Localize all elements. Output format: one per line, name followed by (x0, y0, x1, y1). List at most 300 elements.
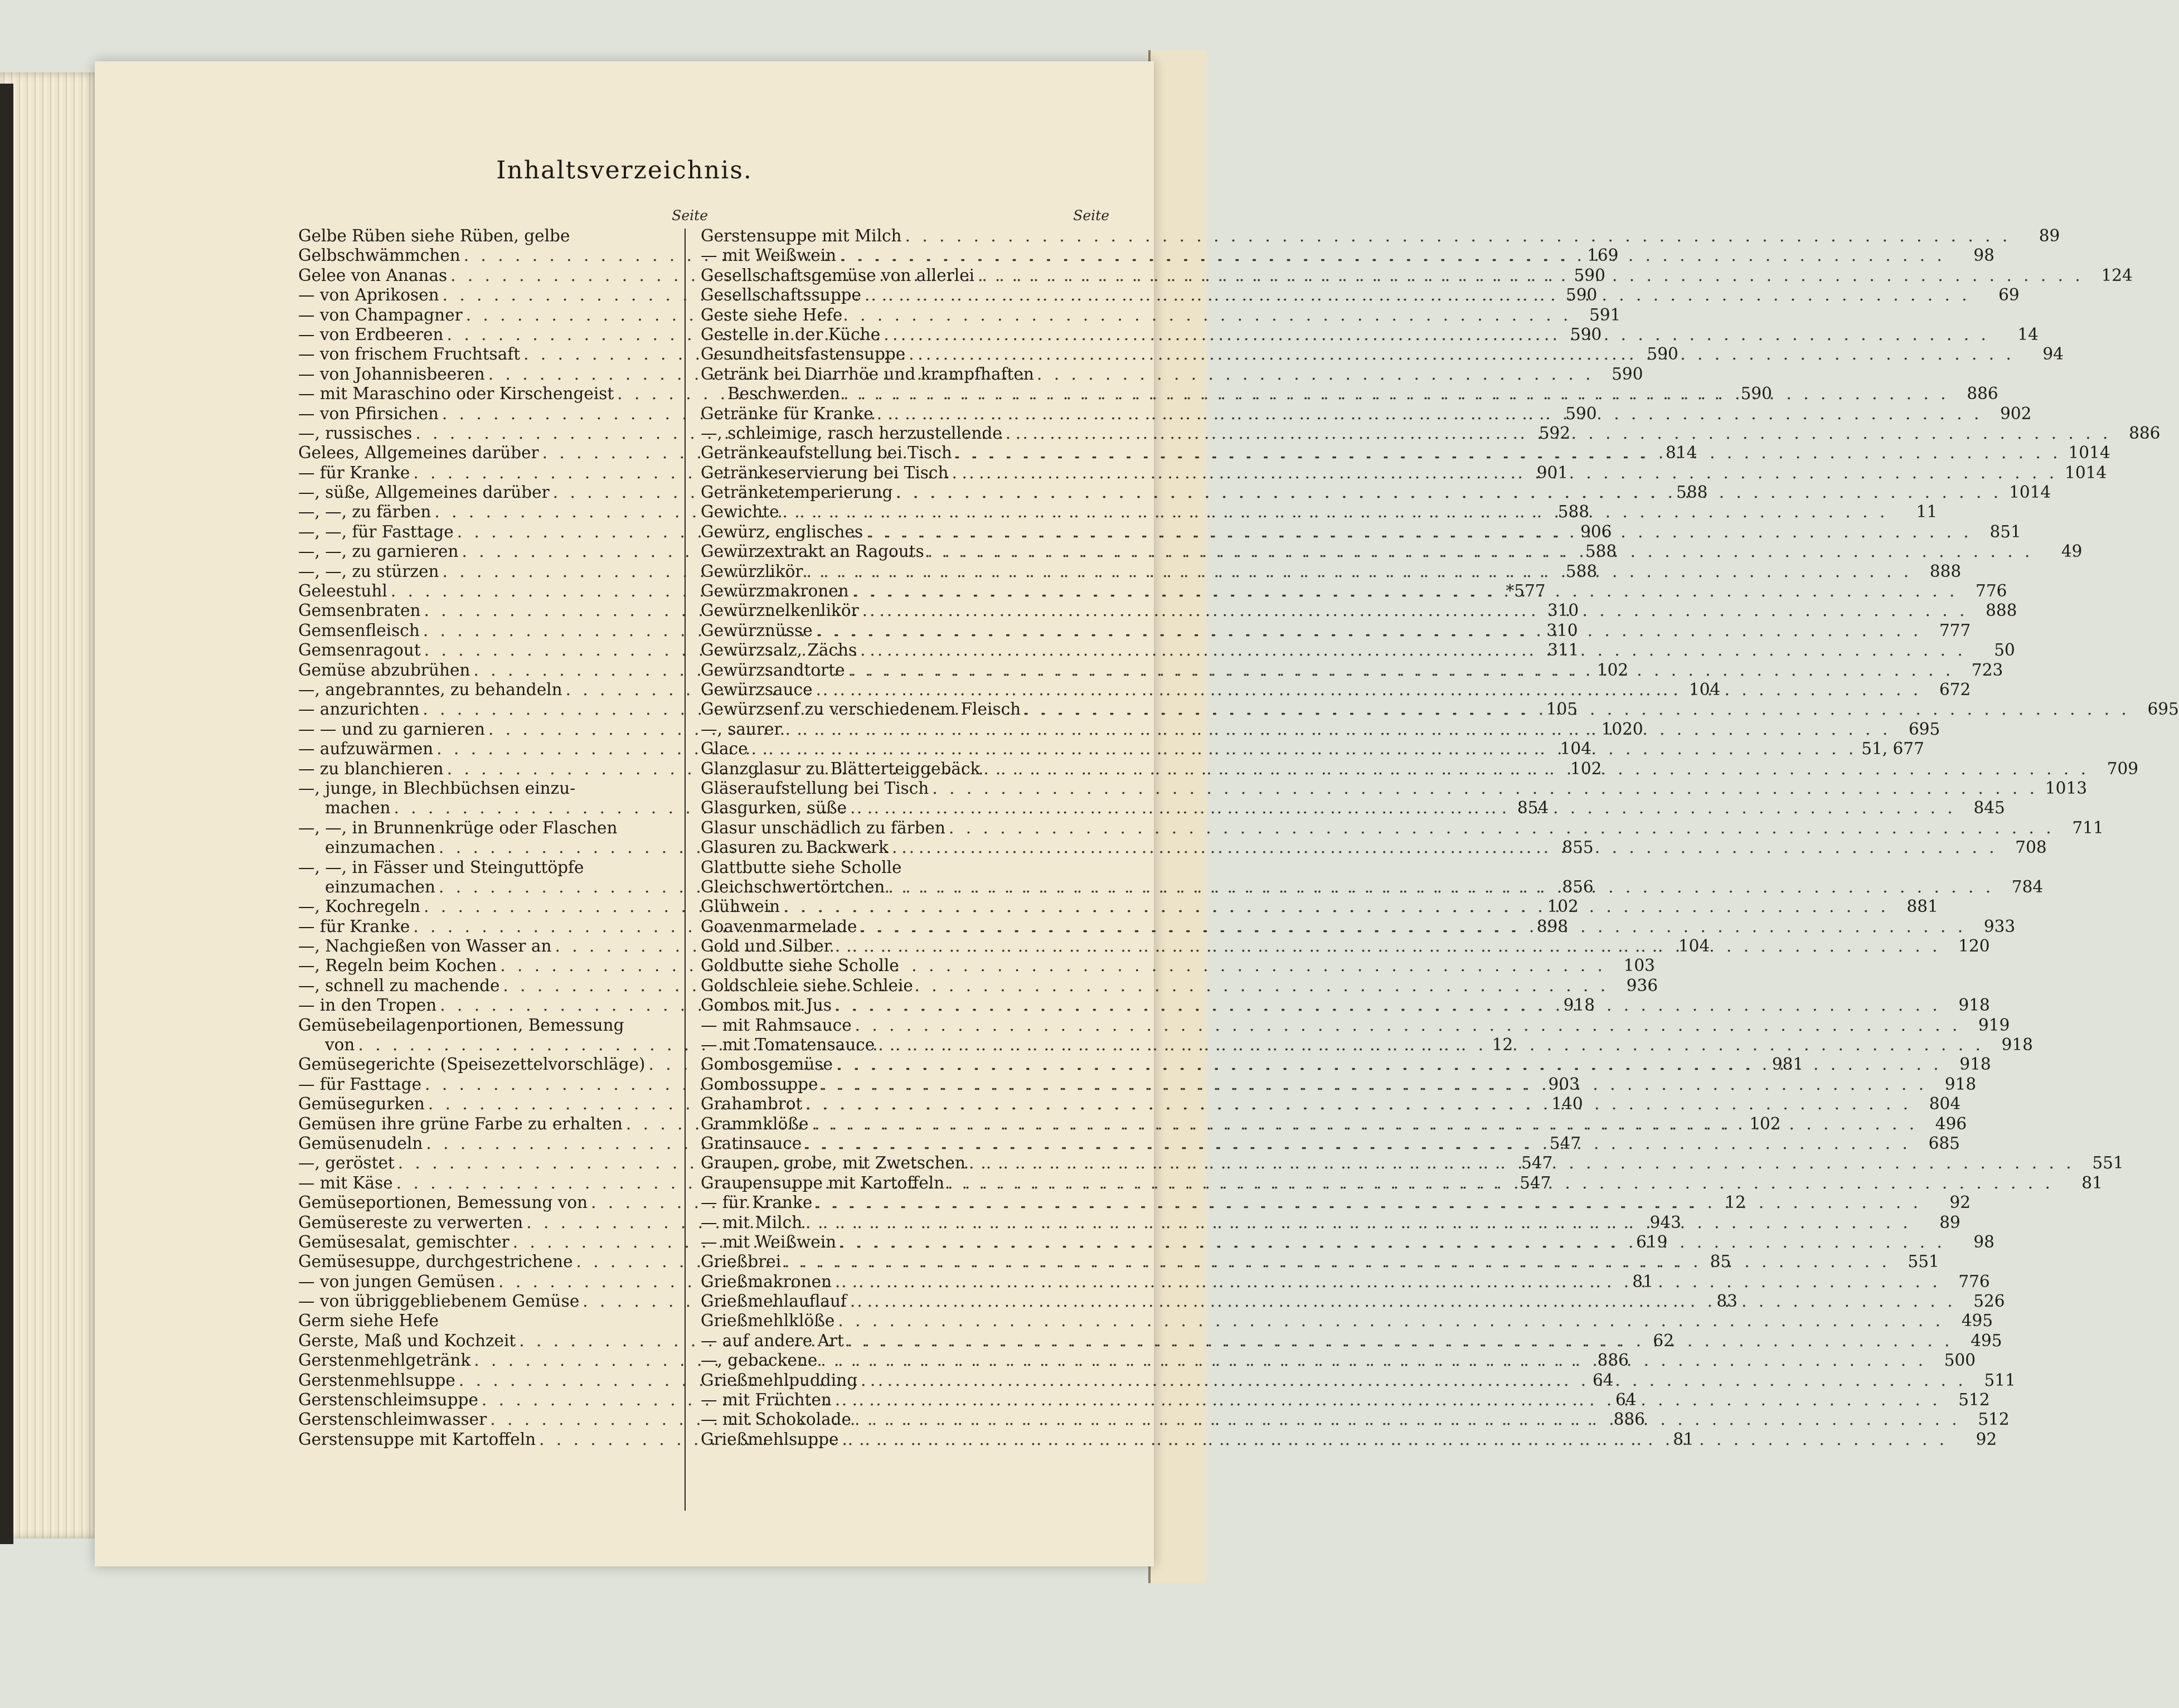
leader-dots (832, 1272, 1941, 1291)
entry-page-number: 551 (1908, 1252, 1939, 1272)
entry-text: Gewürznelkenlikör (701, 601, 859, 620)
index-entry (298, 502, 1590, 522)
leader-dots (840, 384, 1949, 403)
entry-text: Grießmehlpudding (701, 1370, 858, 1390)
leader-dots (902, 226, 2011, 245)
entry-page-number: 83 (1716, 1292, 1738, 1311)
entry-page-number: 102 (1596, 660, 1629, 680)
leader-dots (781, 1252, 1890, 1271)
entry-text: Gemüseportionen, Bemessung von (298, 1193, 588, 1212)
entry-text: Getränkeservierung bei Tisch (701, 463, 949, 482)
entry-page-number: 685 (1928, 1133, 1960, 1153)
index-entry (298, 680, 1721, 700)
entry-text: Gemüsen ihre grüne Farbe zu erhalten (298, 1114, 623, 1133)
entry-text: — für Kranke (298, 916, 410, 936)
entry-page-number: 590 (1740, 384, 1772, 404)
leader-dots (852, 1016, 1961, 1035)
entry-page-number: 1020 (1601, 719, 1643, 739)
entry-page-number: 590 (1566, 285, 1598, 305)
entry-page-number: 104 (1560, 739, 1591, 759)
leader-dots (836, 1233, 1945, 1251)
entry-text: Gerstenschleimsuppe (298, 1390, 478, 1410)
leader-dots (845, 661, 1954, 680)
leader-dots (873, 404, 1983, 423)
leader-dots (839, 1430, 1948, 1449)
leader-dots (924, 542, 2034, 561)
entry-text: — zu blanchieren (298, 759, 444, 778)
entry-text: Gemsenragout (298, 640, 421, 660)
index-entry (701, 818, 2104, 838)
entry-page-number: 776 (1958, 1272, 1990, 1291)
entry-page-number: 92 (1949, 1193, 1971, 1212)
entry-text: Glasgurken, süße (701, 798, 847, 818)
leader-dots (857, 1371, 1967, 1390)
book-spine (0, 84, 13, 1544)
index-entry (298, 1351, 1629, 1370)
index-entry (701, 1311, 1993, 1331)
entry-page-number: 590 (1612, 364, 1643, 384)
entry-page-number: 495 (1971, 1331, 2002, 1350)
entry-page-number: 49 (2061, 542, 2083, 561)
entry-text: Glasur unschädlich zu färben (701, 818, 945, 837)
leader-dots (782, 720, 1891, 739)
leader-dots (817, 1351, 1926, 1370)
entry-page-number: 672 (1939, 680, 1971, 699)
entry-text: Beschwerden (727, 384, 840, 404)
entry-text: Gewichte (701, 502, 779, 522)
entry-text: — auf andere Art (701, 1331, 844, 1350)
entry-page-number: 495 (1961, 1311, 1993, 1331)
leader-dots (980, 759, 2089, 778)
entry-page-number: 1014 (2065, 463, 2107, 482)
entry-page-number: 708 (2015, 838, 2047, 857)
entry-text: Glattbutte siehe Scholle (701, 857, 902, 877)
leader-dots (803, 562, 1913, 581)
entry-text: Geleestuhl (298, 581, 387, 601)
entry-page-number: 547 (1520, 1173, 1551, 1192)
index-entry (701, 858, 1168, 877)
entry-page-number: 11 (1916, 502, 1938, 522)
entry-text: — mit Milch (701, 1212, 803, 1232)
entry-page-number: 933 (1983, 916, 2016, 936)
leader-dots (945, 818, 2055, 837)
entry-text: Grießmehlklöße (701, 1311, 835, 1331)
entry-text: — anzurichten (298, 700, 420, 719)
entry-text: Gold und Silber (701, 937, 832, 956)
entry-page-number: 12 (1492, 1035, 1513, 1055)
entry-text: —, —, zu stürzen (298, 561, 439, 581)
page-title: Inhaltsverzeichnis. (496, 156, 753, 185)
entry-page-number: 81 (1632, 1272, 1653, 1291)
entry-text: Gewürz, englisches (701, 522, 863, 541)
index-entry (298, 1114, 1781, 1134)
entry-page-number: 777 (1939, 620, 1971, 640)
index-entry (298, 779, 766, 798)
entry-page-number: 943 (1649, 1212, 1681, 1232)
index-entry (298, 818, 766, 838)
index-entry (701, 226, 2060, 246)
entry-page-number: 89 (1939, 1212, 1960, 1232)
entry-text: Grießbrei (701, 1252, 782, 1272)
entry-page-number: 855 (1562, 838, 1594, 857)
entry-text: Glace (701, 739, 748, 759)
entry-text: —, russisches (298, 423, 412, 443)
entry-page-number: 120 (1958, 937, 1990, 956)
entry-text: Gewürzlikör (701, 561, 803, 581)
entry-text: Graupen, grobe, mit Zwetschen (701, 1153, 966, 1173)
book-page-edges (0, 72, 100, 1539)
entry-text: —, —, in Fässer und Steinguttöpfe (298, 857, 584, 877)
entry-text: Gratinsauce (701, 1133, 802, 1153)
entry-text: Gemüsebeilagenportionen, Bemessung (298, 1015, 624, 1035)
left-column-header: Seite (672, 207, 708, 224)
entry-text: Gewürzsalz, Zächs (701, 640, 857, 660)
entry-page-number: *577 (1506, 581, 1546, 601)
entry-text: Gombosgemüse (701, 1055, 833, 1074)
entry-page-number: 500 (1944, 1351, 1976, 1370)
entry-page-number: 918 (2001, 1035, 2033, 1055)
leader-dots (818, 1075, 1927, 1094)
index-entry (298, 897, 1579, 916)
entry-page-number: 547 (1521, 1153, 1553, 1173)
entry-text: — mit Maraschino oder Kirschengeist (298, 384, 614, 404)
entry-page-number: 902 (2000, 404, 2032, 423)
entry-text: Gewürzextrakt an Ragouts (701, 542, 924, 561)
entry-page-number: 98 (1973, 246, 1994, 265)
leader-dots (948, 463, 2057, 482)
entry-page-number: 311 (1547, 640, 1579, 660)
entry-page-number: 784 (2011, 877, 2044, 896)
leader-dots (889, 838, 1998, 857)
entry-page-number: 591 (1589, 305, 1621, 324)
leader-dots (834, 1311, 1944, 1330)
entry-page-number: 881 (1906, 897, 1938, 916)
entry-page-number: 906 (1580, 522, 1612, 541)
index-entry (298, 561, 1598, 581)
entry-page-number: 81 (2081, 1173, 2103, 1192)
entry-text: Glanzglasur zu Blätterteiggebäck (701, 759, 981, 778)
entry-text: Gerstensuppe mit Kartoffeln (298, 1429, 536, 1449)
leader-dots (875, 1035, 1984, 1054)
index-entry (298, 1016, 766, 1035)
entry-text: Gewürzsandtorte (701, 660, 845, 680)
entry-text: Gerstensuppe mit Milch (701, 226, 902, 245)
entry-page-number: 512 (1958, 1390, 1990, 1410)
entry-page-number: 104 (1688, 680, 1721, 699)
entry-text: Gelees, Allgemeines darüber (298, 443, 539, 463)
entry-page-number: 102 (1547, 897, 1579, 916)
entry-text: Gewürznüsse (701, 620, 813, 640)
entry-page-number: 12 (1725, 1193, 1746, 1212)
entry-text: Grahambrot (701, 1094, 803, 1114)
leader-dots (813, 621, 1922, 640)
entry-page-number: 695 (1909, 719, 1940, 739)
entry-page-number: 723 (1971, 660, 2003, 680)
entry-text: Gleichschwertörtchen (701, 877, 885, 896)
leader-dots (893, 483, 2002, 502)
entry-text: Goavenmarmelade (701, 916, 857, 936)
entry-page-number: 1014 (2009, 483, 2051, 502)
entry-page-number: 169 (1587, 246, 1619, 265)
entry-page-number: 92 (1976, 1429, 1997, 1449)
entry-page-number: 886 (1967, 384, 1998, 404)
entry-page-number: 102 (1749, 1114, 1781, 1133)
entry-page-number: 588 (1585, 542, 1617, 561)
entry-page-number: 886 (2129, 423, 2161, 443)
entry-page-number: 14 (2017, 324, 2039, 344)
entry-text: Gemüse abzubrühen (298, 660, 470, 680)
entry-text: Gerstenmehlgetränk (298, 1351, 471, 1370)
entry-text: — von Aprikosen (298, 285, 439, 305)
entry-text: Grießmehlauflauf (701, 1292, 847, 1311)
entry-text: Germ siehe Hefe (298, 1311, 439, 1331)
entry-page-number: 124 (2101, 265, 2133, 285)
index-page (95, 61, 2179, 1566)
leader-dots (832, 937, 1941, 955)
index-entry (298, 719, 1643, 739)
entry-text: —, —, zu garnieren (298, 542, 459, 561)
entry-text: —, saurer (701, 719, 782, 739)
entry-page-number: 919 (1978, 1015, 2010, 1035)
entry-page-number: 709 (2107, 759, 2139, 778)
entry-text: Gemsenbraten (298, 601, 421, 620)
entry-text: Gelbe Rüben siehe Rüben, gelbe (298, 226, 570, 245)
entry-text: Gombos mit Jus (701, 996, 832, 1015)
entry-text: Gemsenfleisch (298, 620, 420, 640)
entry-page-number: 888 (1986, 601, 2017, 620)
entry-page-number: 104 (1678, 937, 1710, 956)
leader-dots (779, 502, 1889, 521)
index-entry (298, 739, 1591, 759)
entry-text: — aufzuwärmen (298, 739, 434, 759)
leader-dots (1021, 700, 2130, 719)
entry-text: Getränketemperierung (701, 483, 893, 502)
entry-page-number: 105 (1546, 700, 1578, 719)
index-entry (298, 1252, 1731, 1272)
leader-dots (836, 246, 1945, 265)
leader-dots (863, 522, 1972, 541)
leader-dots (944, 1173, 2054, 1192)
entry-text: einzumachen (325, 877, 435, 896)
entry-page-number: 888 (1929, 561, 1962, 581)
entry-text: Gewürzsenf zu verschiedenem Fleisch (701, 700, 1021, 719)
leader-dots (929, 779, 2038, 798)
leader-dots (813, 680, 1922, 699)
index-entry (298, 1193, 1746, 1212)
entry-page-number: 695 (2147, 700, 2179, 719)
entry-page-number: 804 (1929, 1094, 1961, 1114)
index-entry (298, 1094, 1583, 1114)
entry-text: — mit Rahmsauce (701, 1015, 852, 1035)
entry-text: Gerste, Maß und Kochzeit (298, 1331, 516, 1350)
entry-text: Grießmehlsuppe (701, 1429, 839, 1449)
entry-text: — von Champagner (298, 305, 463, 324)
entry-text: Gemüsesalat, gemischter (298, 1232, 509, 1251)
entry-page-number: 590 (1565, 404, 1597, 423)
entry-text: Graupensuppe mit Kartoffeln (701, 1173, 945, 1192)
entry-page-number: 102 (1570, 759, 1602, 778)
entry-page-number: 526 (1973, 1292, 2005, 1311)
leader-dots (952, 443, 2061, 462)
entry-page-number: 851 (1989, 522, 2021, 541)
entry-text: — für Kranke (701, 1193, 813, 1212)
entry-page-number: 711 (2072, 818, 2104, 837)
leader-dots (857, 917, 1967, 936)
leader-dots (802, 1094, 1911, 1113)
entry-text: Goldschleie siehe Schleie (701, 976, 913, 995)
entry-page-number: 918 (1959, 1055, 1991, 1074)
index-entry (298, 620, 1578, 640)
entry-page-number: 918 (1563, 996, 1595, 1015)
entry-text: —, —, zu färben (298, 502, 431, 522)
entry-text: —, junge, in Blechbüchsen einzu- (298, 778, 576, 798)
entry-text: — von übriggebliebenem Gemüse (298, 1292, 580, 1311)
entry-text: Gemüsenudeln (298, 1133, 423, 1153)
entry-page-number: 886 (1597, 1351, 1629, 1370)
entry-page-number: 619 (1636, 1232, 1668, 1251)
index-entry (701, 996, 1990, 1015)
entry-page-number: 903 (1548, 1074, 1580, 1094)
entry-text: — mit Schokolade (701, 1410, 852, 1429)
entry-page-number: 511 (1984, 1370, 2016, 1390)
leader-dots (1002, 424, 2112, 443)
leader-dots (832, 1390, 1941, 1409)
entry-page-number: 854 (1517, 798, 1549, 818)
entry-text: — von frischem Fruchtsaft (298, 344, 521, 364)
entry-text: — für Fasttage (298, 1074, 422, 1094)
leader-dots (847, 798, 1956, 817)
entry-text: Gestelle in der Küche (701, 324, 881, 344)
entry-page-number: 310 (1547, 601, 1579, 620)
index-entry (298, 1074, 1580, 1094)
entry-page-number: 62 (1653, 1331, 1674, 1350)
entry-text: von (325, 1035, 355, 1055)
leader-dots (974, 266, 2084, 285)
entry-page-number: 845 (1973, 798, 2005, 818)
entry-text: Gewürzmakronen (701, 581, 849, 601)
entry-page-number: 918 (1958, 996, 1990, 1015)
entry-text: —, schleimige, rasch herzustellende (701, 423, 1002, 443)
entry-text: —, Nachgießen von Wasser an (298, 937, 552, 956)
entry-text: Gerstenschleimwasser (298, 1410, 487, 1429)
leader-dots (847, 1292, 1956, 1311)
entry-text: —, geröstet (298, 1153, 395, 1173)
leader-dots (965, 1153, 2075, 1172)
entry-text: einzumachen (325, 838, 435, 857)
leader-dots (802, 1134, 1911, 1153)
leader-dots (880, 325, 1989, 344)
entry-page-number: 588 (1565, 561, 1598, 581)
leader-dots (905, 344, 2015, 363)
entry-page-number: 69 (1998, 285, 2020, 305)
entry-page-number: 81 (1673, 1429, 1694, 1449)
entry-page-number: 886 (1613, 1410, 1645, 1429)
entry-text: — von Erdbeeren (298, 324, 444, 344)
entry-text: —, Regeln beim Kochen (298, 956, 497, 976)
right-column-header: Seite (1073, 207, 1109, 224)
entry-text: Gewürzsauce (701, 680, 813, 699)
entry-text: Getränke für Kranke (701, 404, 873, 423)
entry-text: — mit Tomatensauce (701, 1035, 875, 1055)
entry-page-number: 94 (2042, 344, 2064, 364)
leader-dots (851, 1410, 1960, 1429)
entry-text: Grammklöße (701, 1114, 809, 1133)
entry-text: — in den Tropen (298, 996, 437, 1015)
index-entry (298, 1311, 766, 1331)
entry-page-number: 856 (1562, 877, 1594, 896)
leader-dots (780, 897, 1889, 916)
index-entry (298, 1212, 1681, 1233)
leader-dots (833, 1055, 1942, 1074)
entry-page-number: 776 (1976, 581, 2007, 601)
entry-page-number: 547 (1549, 1133, 1581, 1153)
entry-text: Gemüsegurken (298, 1094, 425, 1114)
entry-text: —, süße, Allgemeines darüber (298, 483, 550, 502)
leader-dots (861, 285, 1971, 304)
entry-page-number: 814 (1666, 443, 1697, 463)
entry-text: Gombossuppe (701, 1074, 818, 1094)
entry-text: — — und zu garnieren (298, 719, 485, 739)
entry-page-number: 590 (1647, 344, 1678, 364)
entry-text: Gerstenmehlsuppe (298, 1370, 455, 1390)
entry-text: —, Kochregeln (298, 897, 421, 916)
index-entry (298, 858, 766, 877)
index-entry (701, 1015, 2010, 1035)
entry-text: Gesellschaftssuppe (701, 285, 862, 305)
index-entry (701, 365, 1168, 384)
entry-page-number: 901 (1536, 463, 1569, 482)
entry-page-number: 496 (1935, 1114, 1967, 1133)
entry-text: Gesundheitsfastensuppe (701, 344, 906, 364)
entry-text: —, —, für Fasttage (298, 522, 454, 541)
index-entry (701, 778, 2087, 798)
entry-text: machen (325, 798, 391, 818)
index-entry (701, 305, 1168, 325)
index-entry (298, 1133, 1581, 1153)
entry-page-number: 936 (1626, 976, 1658, 995)
entry-text: Glasuren zu Backwerk (701, 838, 889, 857)
entry-text: Goldbutte siehe Scholle (701, 956, 899, 976)
entry-text: — mit Weißwein (701, 1232, 837, 1251)
entry-text: Glühwein (701, 897, 780, 916)
entry-text: —, —, in Brunnenkrüge oder Flaschen (298, 818, 618, 837)
entry-page-number: 50 (1994, 640, 2015, 660)
entry-text: Gemüsesuppe, durchgestrichene (298, 1252, 573, 1272)
leader-dots (857, 640, 1966, 659)
entry-page-number: 140 (1551, 1094, 1583, 1114)
leader-dots (844, 1331, 1953, 1350)
entry-text: —, schnell zu machende (298, 976, 500, 995)
leader-dots (748, 739, 1857, 758)
leader-dots (885, 877, 1994, 896)
entry-page-number: 981 (1772, 1055, 1804, 1074)
entry-text: Grießmakronen (701, 1272, 832, 1291)
entry-text: — von Pfirsichen (298, 404, 439, 423)
index-entry (701, 976, 1168, 996)
entry-text: Gemüsegerichte (Speisezettelvorschläge) (298, 1055, 646, 1074)
leader-dots (808, 1114, 1918, 1133)
entry-page-number: 98 (1973, 1232, 1994, 1251)
entry-page-number: 85 (1710, 1252, 1731, 1272)
entry-text: Geste siehe Hefe (701, 305, 843, 324)
entry-text: Getränk bei Diarrhöe und krampfhaften (701, 364, 1034, 384)
entry-text: — mit Käse (298, 1173, 393, 1192)
entry-text: —, angebranntes, zu behandeln (298, 680, 562, 699)
entry-text: Gesellschaftsgemüse von allerlei (701, 265, 975, 285)
leader-dots (859, 601, 1968, 620)
entry-text: — mit Früchten (701, 1390, 832, 1410)
entry-page-number: 551 (2092, 1153, 2124, 1173)
